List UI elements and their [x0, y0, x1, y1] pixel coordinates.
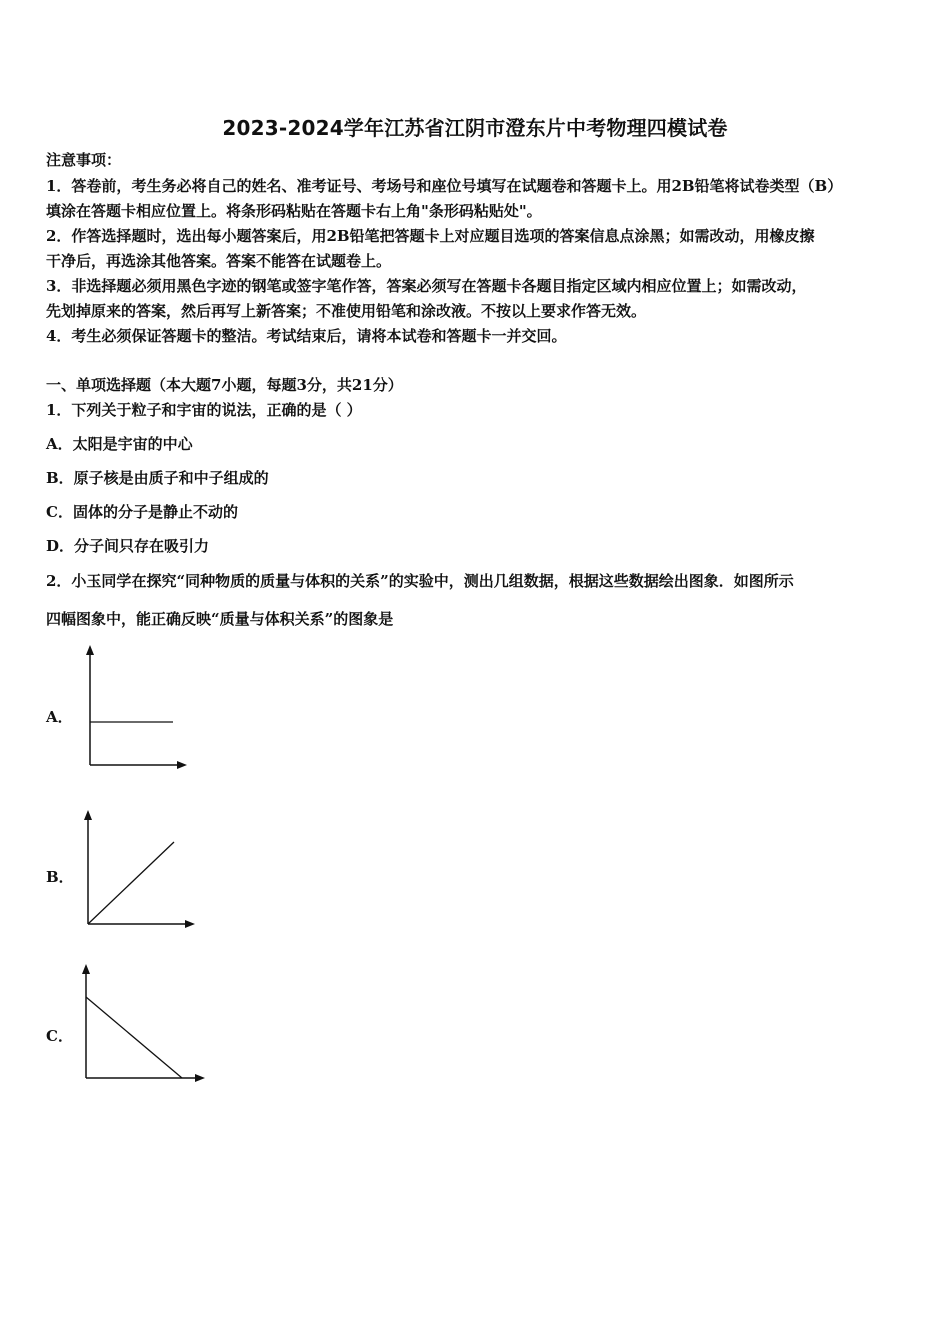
notice-line: 先划掉原来的答案，然后再写上新答案；不准使用铅笔和涂改液。不按以上要求作答无效。 [46, 302, 647, 320]
x-axis-arrow [185, 920, 195, 928]
x-axis-arrow [177, 761, 187, 769]
q2-option-c-label: C． [46, 1027, 73, 1045]
y-axis-arrow [84, 810, 92, 820]
notice-line: 3．非选择题必须用黑色字迹的钢笔或签字笔作答，答案必须写在答题卡各题目指定区域内相应位置上；如需改动， [46, 277, 807, 295]
q2-option-a-label: A． [46, 708, 73, 726]
notice-line: 填涂在答题卡相应位置上。将条形码粘贴在答题卡右上角"条形码粘贴处"。 [46, 202, 542, 220]
notice-line: 4．考生必须保证答题卡的整洁。考试结束后，请将本试卷和答题卡一并交回。 [46, 327, 567, 345]
question-1-stem: 1．下列关于粒子和宇宙的说法，正确的是（ ） [46, 401, 362, 419]
graph-line [86, 997, 182, 1078]
notice-line: 1．答卷前，考生务必将自己的姓名、准考证号、考场号和座位号填写在试题卷和答题卡上。用2B铅笔将试卷类型（B） [46, 177, 843, 195]
q2-graph-a [80, 640, 192, 775]
q1-option-c: C．固体的分子是静止不动的 [46, 503, 238, 521]
notice-heading: 注意事项： [46, 151, 122, 169]
q2-graph-c [76, 960, 210, 1088]
x-axis-arrow [195, 1074, 205, 1082]
notice-line: 干净后，再选涂其他答案。答案不能答在试题卷上。 [46, 252, 392, 270]
y-axis-arrow [86, 645, 94, 655]
q2-graph-b [78, 806, 200, 934]
y-axis-arrow [82, 964, 90, 974]
section-heading: 一、单项选择题（本大题7小题，每题3分，共21分） [46, 376, 403, 394]
q2-option-b-label: B． [46, 868, 74, 886]
q1-option-a: A．太阳是宇宙的中心 [46, 435, 193, 453]
page-title: 2023-2024学年江苏省江阴市澄东片中考物理四模试卷 [222, 116, 728, 140]
notice-line: 2．作答选择题时，选出每小题答案后，用2B铅笔把答题卡上对应题目选项的答案信息点涂黑；如需改动，用橡皮擦 [46, 227, 815, 245]
q1-option-d: D．分子间只存在吸引力 [46, 537, 210, 555]
graph-line [88, 842, 174, 924]
question-2-stem-line-1: 2．小玉同学在探究“同种物质的质量与体积的关系”的实验中，测出几组数据，根据这些数据绘出图象．如图所示 [46, 572, 794, 590]
q1-option-b: B．原子核是由质子和中子组成的 [46, 469, 269, 487]
question-2-stem-line-2: 四幅图象中，能正确反映“质量与体积关系”的图象是 [46, 610, 394, 628]
